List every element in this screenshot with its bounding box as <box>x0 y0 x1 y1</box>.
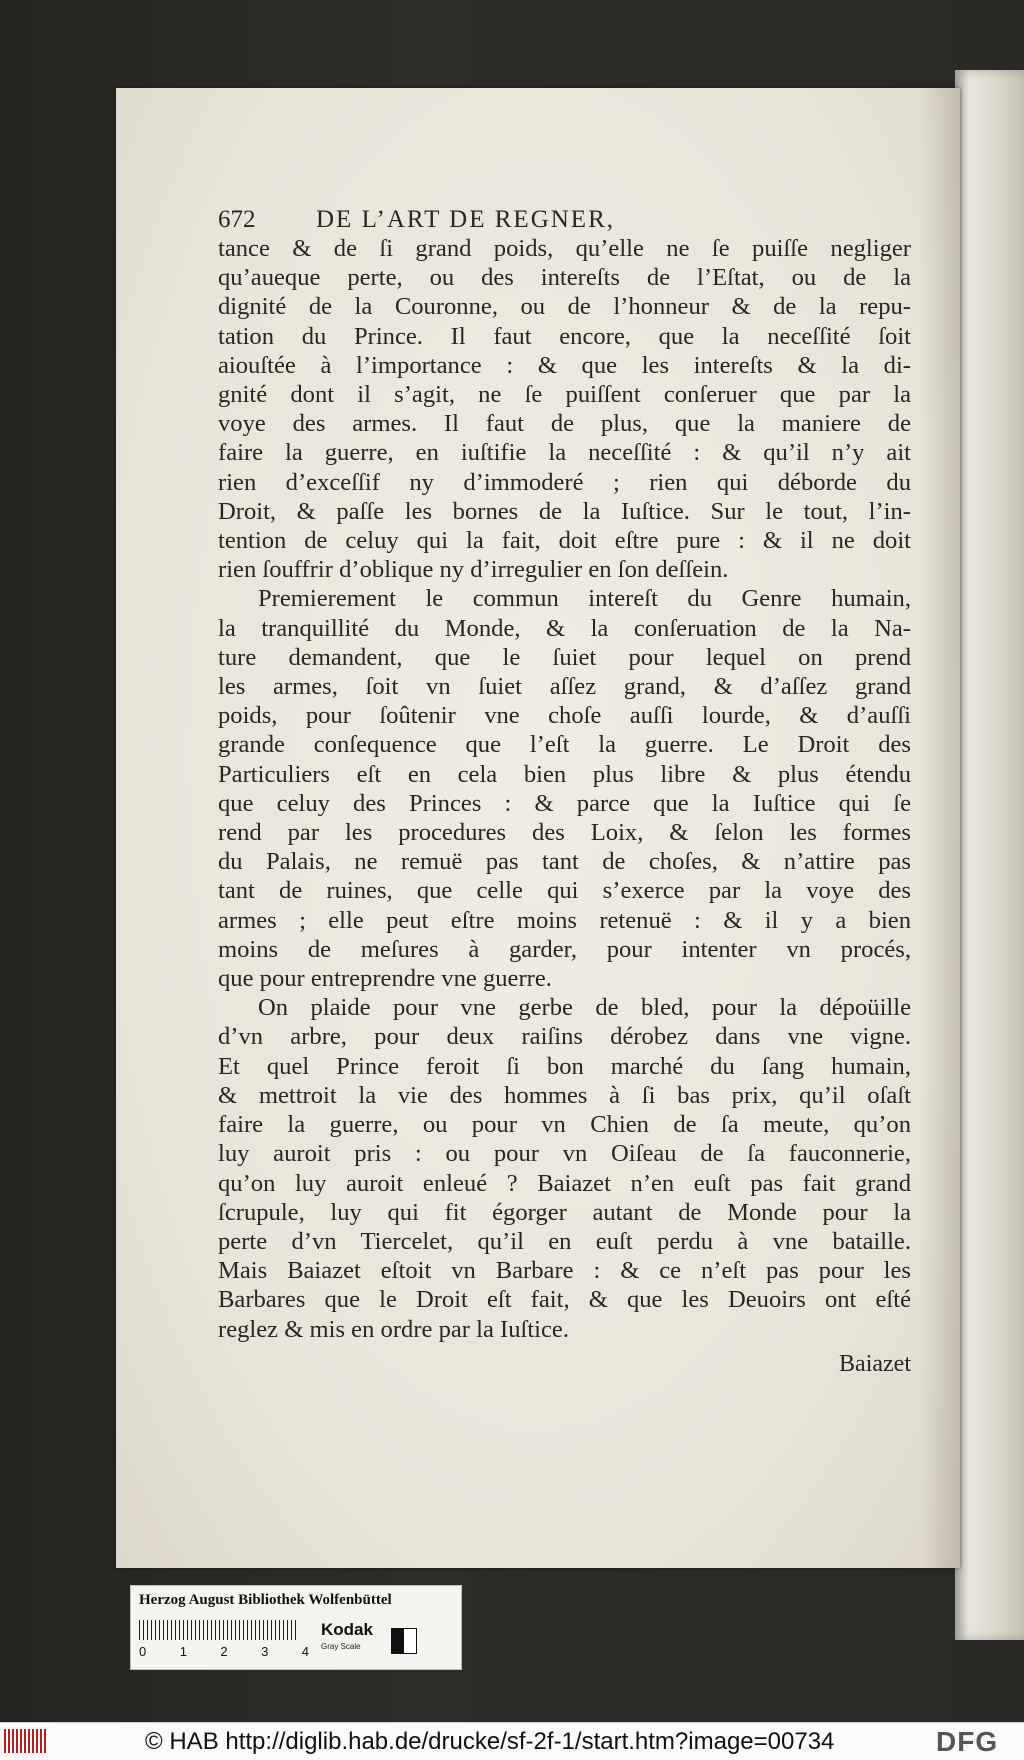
text-line: la tranquillité du Monde, & la conſeruation de la Na- <box>218 614 911 642</box>
running-title: DE L’ART DE REGNER, <box>316 206 615 233</box>
text-line: faire la guerre, en iuſtifie la neceſſité : & qu’il n’y ait <box>218 439 911 467</box>
text-line: faire la guerre, ou pour vn Chien de ſa meute, qu’on <box>218 1111 911 1139</box>
text-line: ture demandent, que le ſuiet pour lequel on prend <box>218 643 911 671</box>
ruler-number: 0 <box>139 1644 147 1659</box>
text-line: que celuy des Princes : & parce que la Iuſtice qui ſe <box>218 789 911 817</box>
ruler-numbers <box>139 1644 309 1659</box>
text-line: que pour entreprendre vne guerre. <box>218 965 552 993</box>
text-line: grande conſequence que l’eſt la guerre. Le Droit des <box>218 731 911 759</box>
text-line: les armes, ſoit vn ſuiet aſſez grand, & d’aſſez grand <box>218 673 911 701</box>
text-line: On plaide pour vne gerbe de bled, pour la dépoüille <box>258 994 911 1022</box>
text-line: qu’aueque perte, ou des intereſts de l’Eſtat, ou de la <box>218 264 911 292</box>
text-line: Barbares que le Droit eſt fait, & que les Deuoirs ont eſté <box>218 1286 911 1314</box>
text-line: tant de ruines, que celle qui s’exerce par la voye des <box>218 877 911 905</box>
ruler-icon <box>139 1620 299 1640</box>
text-line: tation du Prince. Il faut encore, que la neceſſité ſoit <box>218 322 911 350</box>
card-title: Herzog August Bibliothek Wolfenbüttel <box>139 1592 392 1608</box>
ruler-number: 4 <box>301 1644 309 1659</box>
grayscale-label: Gray Scale <box>321 1642 361 1651</box>
text-line: rien d’exceſſif ny d’immoderé ; rien qui déborde du <box>218 468 911 496</box>
text-line: ſcrupule, luy qui fit égorger autant de Monde pour la <box>218 1198 911 1226</box>
text-line: voye des armes. Il faut de plus, que la maniere de <box>218 410 911 438</box>
text-line: poids, pour ſoûtenir vne choſe auſſi lourde, & d’auſſi <box>218 702 911 730</box>
barcode-icon <box>4 1729 46 1753</box>
kodak-brand: Kodak <box>321 1620 373 1639</box>
text-line: gnité dont il s’agit, ne ſe puiſſent conſeruer que par la <box>218 381 911 409</box>
text-line: qu’on luy auroit enleué ? Baiazet n’en euſt pas fait grand <box>218 1169 911 1197</box>
text-line: Particuliers eſt en cela bien plus libre & plus étendu <box>218 760 911 788</box>
page-header <box>218 205 911 234</box>
page-number: 672 <box>218 206 256 233</box>
text-line: aiouſtée à l’importance : & que les intereſts & la di- <box>218 351 911 379</box>
text-line: tention de celuy qui la fait, doit eſtre pure : & il ne doit <box>218 527 911 555</box>
text-line: Mais Baiazet eſtoit vn Barbare : & ce n’eſt pas pour les <box>218 1257 911 1285</box>
catchword: Baiazet <box>839 1350 911 1377</box>
facing-page-edge <box>955 70 1024 1640</box>
gutter-shadow <box>920 88 960 1568</box>
footer-copyright-link[interactable]: © HAB http://diglib.hab.de/drucke/sf-2f-1/start.htm?image=00734 <box>145 1728 835 1755</box>
ruler-number: 1 <box>179 1644 187 1659</box>
text-line: d’vn arbre, pour deux raiſins dérobez dans vne vigne. <box>218 1023 911 1051</box>
text-line: Premierement le commun intereſt du Genre humain, <box>258 585 911 613</box>
ruler-number: 3 <box>261 1644 269 1659</box>
text-line: moins de meſures à garder, pour intenter vn procés, <box>218 935 911 963</box>
text-line: tance & de ſi grand poids, qu’elle ne ſe puiſſe negliger <box>218 235 911 262</box>
footer-bar <box>0 1722 1024 1760</box>
page-text <box>218 205 911 1379</box>
dfg-logo: DFG <box>936 1726 999 1757</box>
text-line: dignité de la Couronne, ou de l’honneur & de la repu- <box>218 293 911 321</box>
text-line: rend par les procedures des Loix, & ſelon les formes <box>218 819 911 847</box>
text-line: Et quel Prince feroit ſi bon marché du ſang humain, <box>218 1052 911 1080</box>
text-line: reglez & mis en ordre par la Iuſtice. <box>218 1315 569 1343</box>
color-calibration-card <box>130 1585 462 1670</box>
text-line: du Palais, ne remuë pas tant de choſes, & n’attire pas <box>218 848 911 876</box>
text-line: armes ; elle peut eſtre moins retenuë : & il y a bien <box>218 906 911 934</box>
gray-swatch-icon <box>391 1628 417 1654</box>
text-line: perte d’vn Tiercelet, qu’il en euſt perdu à vne bataille. <box>218 1227 911 1255</box>
text-line: luy auroit pris : ou pour vn Oiſeau de ſa fauconnerie, <box>218 1140 911 1168</box>
text-line: & mettroit la vie des hommes à ſi bas prix, qu’il oſaſt <box>218 1081 911 1109</box>
ruler-number: 2 <box>220 1644 228 1659</box>
text-line: rien ſouffrir d’oblique ny d’irregulier en ſon deſſein. <box>218 556 729 584</box>
text-line: Droit, & paſſe les bornes de la Iuſtice. Sur le tout, l’in- <box>218 497 911 525</box>
